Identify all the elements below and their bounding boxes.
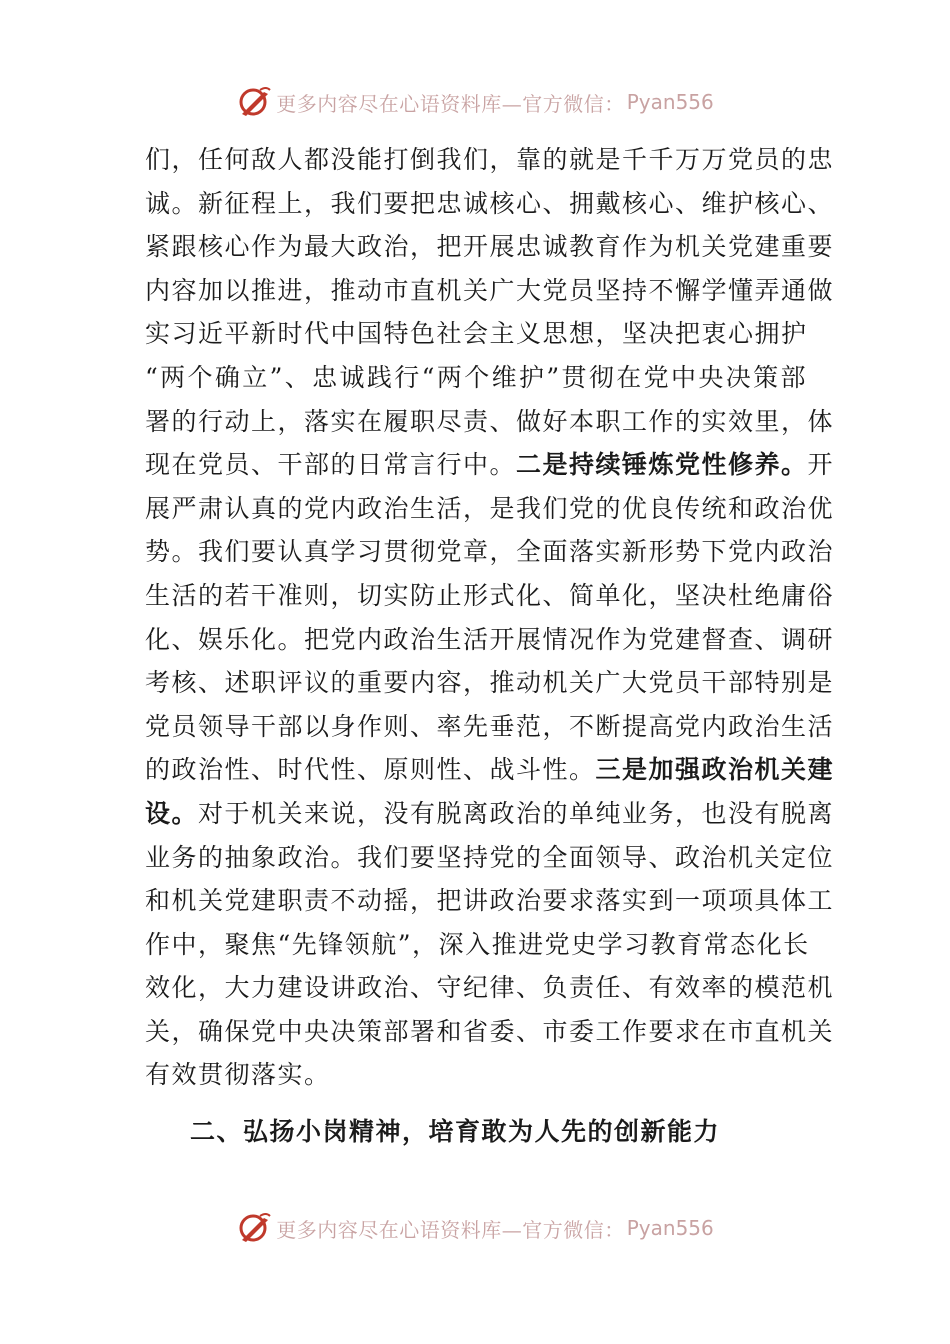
text-line [145,748,835,792]
banner-text: 更多内容尽在心语资料库—官方微信： [276,1217,625,1242]
line-text: 们，任何敌人都没能打倒我们，靠的就是千千万万党员的忠 [145,145,835,174]
banner-text: 更多内容尽在心语资料库—官方微信： [276,91,625,116]
text-line [145,836,835,880]
line-text: “两个确立”、忠诚践行“两个维护”贯彻在党中央决策部 [145,362,807,392]
line-text: 考核、述职评议的重要内容，推动机关广大党员干部特别是 [145,668,835,698]
text-line [145,792,835,836]
text-line [145,269,835,313]
text-line [145,312,807,356]
text-line [145,1053,807,1097]
header-banner [0,82,950,122]
text-line [145,574,835,618]
line-text: 和机关党建职责不动摇，把讲政治要求落实到一项项具体工 [145,886,835,916]
text-line [145,356,807,400]
line-text: 的政治性、时代性、原则性、战斗性。 [145,755,596,785]
line-text: 开 [807,450,835,480]
text-line [145,182,835,226]
text-line [145,487,835,531]
line-text: 署的行动上，落实在履职尽责、做好本职工作的实效里，体 [145,406,835,436]
section-heading: 二、弘扬小岗精神，培育敢为人先的创新能力 [190,1117,721,1146]
line-text: 势。我们要认真学习贯彻党章，全面落实新形势下党内政治 [145,537,835,567]
text-line [145,1010,835,1054]
pen-logo-icon [236,84,272,120]
text-line [145,400,835,444]
line-text: 效化，大力建设讲政治、守纪律、负责任、有效率的模范机 [145,973,835,1003]
line-text: 实习近平新时代中国特色社会主义思想，坚决把衷心拥护 [145,319,808,349]
footer-banner [0,1208,950,1248]
banner-wechat-id: Pyan556 [626,1216,714,1240]
text-line [145,138,835,182]
bold-lead-text: 三是加强政治机关建 [595,755,835,785]
line-text: 展严肃认真的党内政治生活，是我们党的优良传统和政治优 [145,493,835,523]
line-text: 业务的抽象政治。我们要坚持党的全面领导、政治机关定位 [145,842,835,872]
line-text: 对于机关来说，没有脱离政治的单纯业务，也没有脱离 [198,798,835,828]
line-text: 化、娱乐化。把党内政治生活开展情况作为党建督查、调研 [145,624,835,654]
text-line [145,705,835,749]
text-line [145,879,835,923]
text-line [145,923,810,967]
line-text: 生活的若干准则，切实防止形式化、简单化，坚决杜绝庸俗 [145,580,835,610]
banner-wechat-id: Pyan556 [626,90,714,114]
document-body [145,138,835,1097]
line-text: 作中，聚焦“先锋领航”，深入推进党史学习教育常态化长 [145,929,810,959]
text-line [145,618,835,662]
pen-logo-icon [236,1210,272,1246]
line-text: 关，确保党中央决策部署和省委、市委工作要求在市直机关 [145,1016,835,1046]
text-line [145,661,835,705]
line-text: 现在党员、干部的日常言行中。 [145,450,517,480]
line-text: 有效贯彻落实。 [145,1060,331,1090]
bold-lead-text: 二是持续锤炼党性修养。 [516,450,808,480]
text-line [145,530,835,574]
line-text: 内容加以推进，推动市直机关广大党员坚持不懈学懂弄通做 [145,275,835,305]
line-text: 诚。新征程上，我们要把忠诚核心、拥戴核心、维护核心、 [145,188,835,218]
line-text: 紧跟核心作为最大政治，把开展忠诚教育作为机关党建重要 [145,232,835,262]
text-line [145,225,835,269]
text-line [145,966,835,1010]
text-line [145,443,835,487]
line-text: 党员领导干部以身作则、率先垂范，不断提高党内政治生活 [145,711,835,741]
bold-lead-text: 设。 [145,798,199,828]
